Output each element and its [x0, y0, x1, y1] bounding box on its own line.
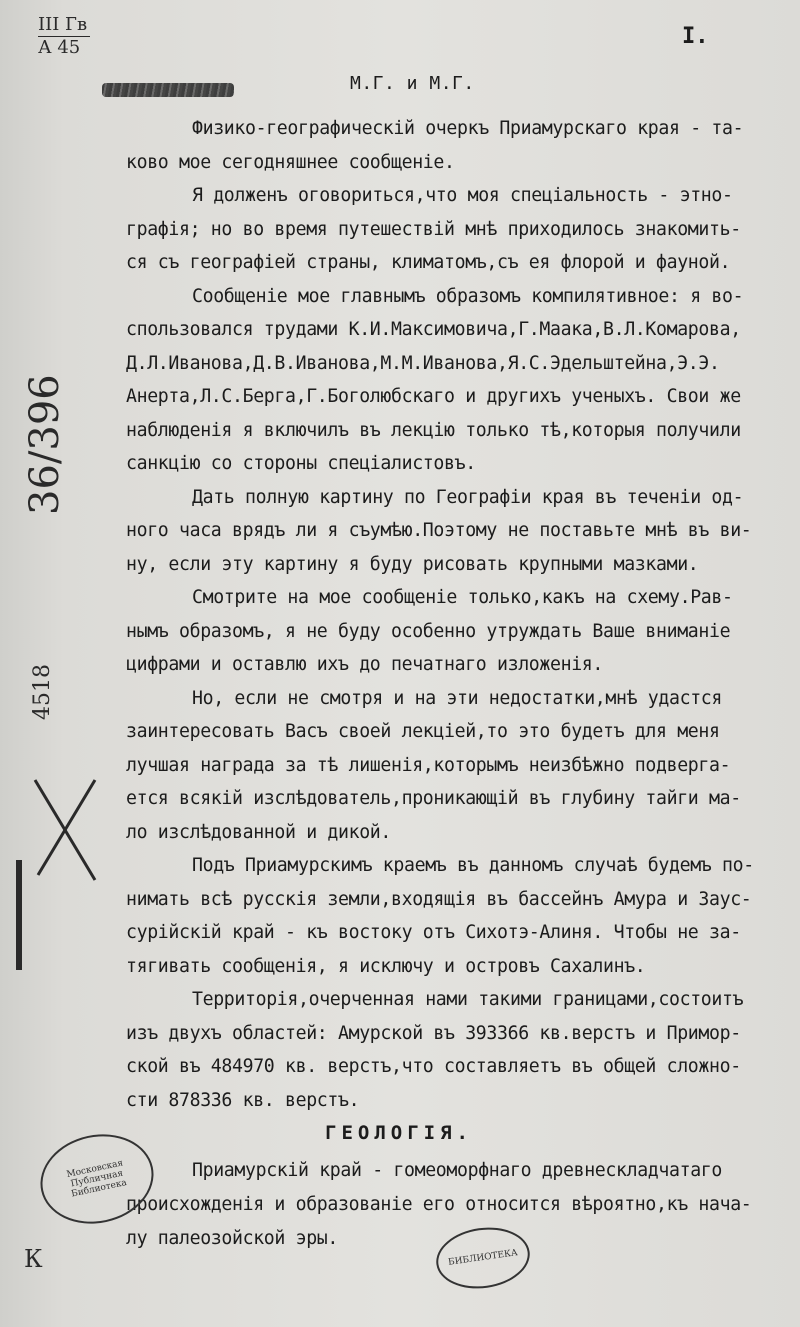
text-line: ного часа врядъ ли я съумѣю.Поэтому не поставьте мнѣ въ ви-: [126, 520, 752, 541]
margin-bar: [16, 860, 22, 970]
text-line: Я долженъ оговориться,что моя спеціальность - этно-: [192, 185, 733, 206]
shelfmark-line-1: III Гв: [38, 14, 90, 37]
text-line: Приамурскій край - гомеоморфнаго древнескладчатаго: [192, 1160, 722, 1181]
anchor-stamp-text: БИБЛИОТЕКА: [447, 1248, 519, 1268]
text-line: сурійскій край - къ востоку отъ Сихотэ-Алиня. Чтобы не за-: [126, 922, 741, 943]
text-line: происхожденія и образованіе его относится вѣроятно,къ нача-: [126, 1194, 752, 1215]
library-stamp-text: Московская Публичная Библиотека: [65, 1158, 128, 1200]
text-line: нимать всѣ русскія земли,входящія въ бассейнъ Амура и Заус-: [126, 888, 752, 910]
text-line: Смотрите на мое сообщеніе только,какъ на схему.Рав-: [192, 587, 733, 608]
text-line: ло изслѣдованной и дикой.: [126, 821, 391, 843]
text-line: санкцію со стороны спеціалистовъ.: [126, 453, 476, 474]
text-line: сти 878336 кв. верстъ.: [126, 1089, 360, 1111]
text-line: ково мое сегодняшнее сообщеніе.: [126, 151, 455, 173]
library-stamp: [32, 1124, 162, 1234]
archive-inventory-number-2: 4518: [30, 664, 55, 720]
cross-mark-icon: [30, 775, 100, 885]
archive-inventory-number: 36/396: [22, 374, 68, 515]
text-line: лу палеозойской эры.: [126, 1228, 338, 1249]
text-line: спользовался трудами К.И.Максимовича,Г.Маака,В.Л.Комарова,: [126, 319, 741, 340]
text-line: Физико-географическій очеркъ Приамурскаго края - та-: [192, 118, 744, 139]
page-number: I.: [682, 24, 709, 49]
anchor-stamp: [432, 1222, 533, 1294]
text-line: Дать полную картину по Географіи края въ теченіи од-: [192, 486, 744, 508]
text-line: изъ двухъ областей: Амурской въ 393366 кв.верстъ и Примор-: [126, 1022, 741, 1044]
text-line: лучшая награда за тѣ лишенія,которымъ неизбѣжно подверга-: [126, 754, 731, 776]
crossed-out-scribble: [102, 83, 234, 97]
section-title: ГЕОЛОГІЯ.: [325, 1122, 473, 1144]
text-line: заинтересовать Васъ своей лекціей,то это будетъ для меня: [126, 721, 720, 742]
text-line: Сообщеніе мое главнымъ образомъ компилятивное: я во-: [192, 285, 744, 307]
text-line: Подъ Приамурскимъ краемъ въ данномъ случаѣ будемъ по-: [192, 855, 754, 876]
text-line: Анерта,Л.С.Берга,Г.Боголюбскаго и другихъ ученыхъ. Свои же: [126, 386, 741, 407]
text-line: ской въ 484970 кв. верстъ,что составляетъ въ общей сложно-: [126, 1056, 741, 1077]
text-line: ну, если эту картину я буду рисовать крупными мазками.: [126, 553, 699, 575]
text-line: Д.Л.Иванова,Д.В.Иванова,М.М.Иванова,Я.С.Эдельштейна,Э.Э.: [126, 352, 720, 374]
text-line: наблюденія я включилъ въ лекцію только тѣ,которыя получили: [126, 419, 741, 441]
shelfmark-line-2: А 45: [38, 37, 81, 58]
text-line: ся съ географіей страны, климатомъ,съ ея флорой и фауной.: [126, 252, 731, 273]
text-line: Но, если не смотря и на эти недостатки,мнѣ удастся: [192, 687, 722, 709]
text-line: Территорія,очерченная нами такими границами,состоитъ: [192, 989, 744, 1010]
text-line: нымъ образомъ, я не буду особенно утруждать Ваше вниманіе: [126, 620, 731, 642]
archive-shelfmark: [38, 14, 90, 59]
salutation-heading: М.Г. и М.Г.: [350, 73, 475, 94]
text-line: цифрами и оставлю ихъ до печатнаго изложенія.: [126, 654, 603, 675]
text-line: ется всякій изслѣдователь,проникающій въ глубину тайги ма-: [126, 788, 741, 809]
text-line: графія; но во время путешествій мнѣ приходилось знакомить-: [126, 218, 741, 240]
corner-letter: К: [24, 1245, 43, 1273]
text-line: тягивать сообщенія, я исключу и островъ Сахалинъ.: [126, 955, 646, 977]
